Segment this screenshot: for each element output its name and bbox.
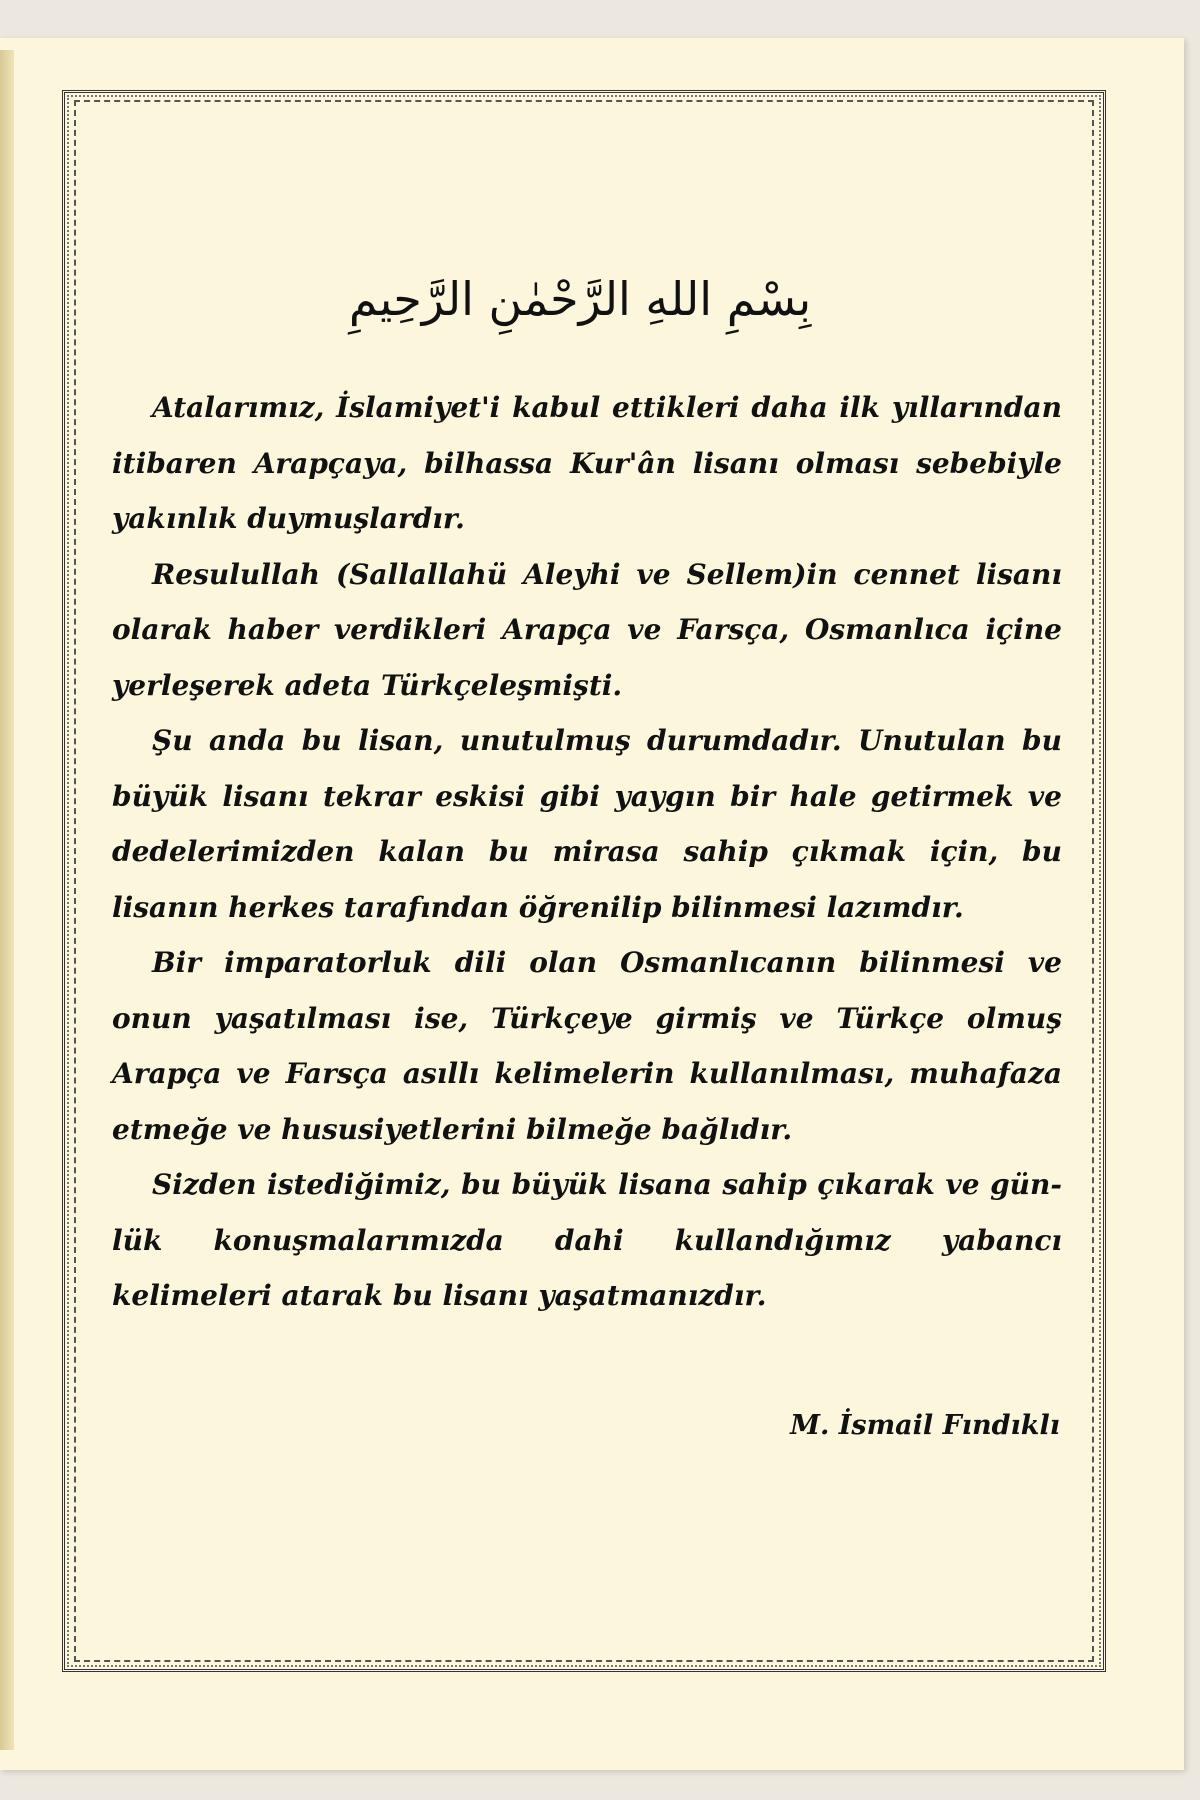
paragraph-2: Resulullah (Sallallahü Aleyhi ve Sellem)in cennet lisanı olarak haber verdikleri Arapça ve Farsça, Osmanlıca içine yerleşerek adeta Türkçeleşmişti. [112,557,1062,702]
paragraph-1: Atalarımız, İslamiyet'i kabul ettikleri daha ilk yıllarından itibaren Arapçaya, bilhassa Kur'ân lisanı olması sebebiyle yakınlık duymuşlardır. [112,391,1062,535]
preface-text [112,380,1062,1324]
paragraph-4: Bir imparatorluk dili olan Osmanlıcanın bilinmesi ve onun yaşatılması ise, Türkçeye girmiş ve Türkçe olmuş Arapça ve Farsça asıllı kelimelerin kullanılması, muhafaza etmeğe ve hususiyetlerini bilmeğe bağlıdır. [112,946,1062,1146]
author-signature: M. İsmail Fındıklı [790,1410,1060,1441]
basmala-heading: بِسْمِ اللهِ الرَّحْمٰنِ الرَّحِيمِ [348,272,812,326]
paragraph-5: Sizden istediğimiz, bu büyük lisana sahip çıkarak ve gün-lük konuşmalarımızda dahi kullandığımız yabancı kelimeleri atarak bu lisanı yaşatmanızdır. [112,1168,1062,1312]
paragraph-3: Şu anda bu lisan, unutulmuş durumdadır. Unutulan bu büyük lisanı tekrar eskisi gibi yaygın bir hale getirmek ve dedelerimizden kalan bu mirasa sahip çıkmak için, bu lisanın herkes tarafından öğrenilip bilinmesi lazımdır. [112,724,1062,924]
book-spine [0,50,14,1750]
